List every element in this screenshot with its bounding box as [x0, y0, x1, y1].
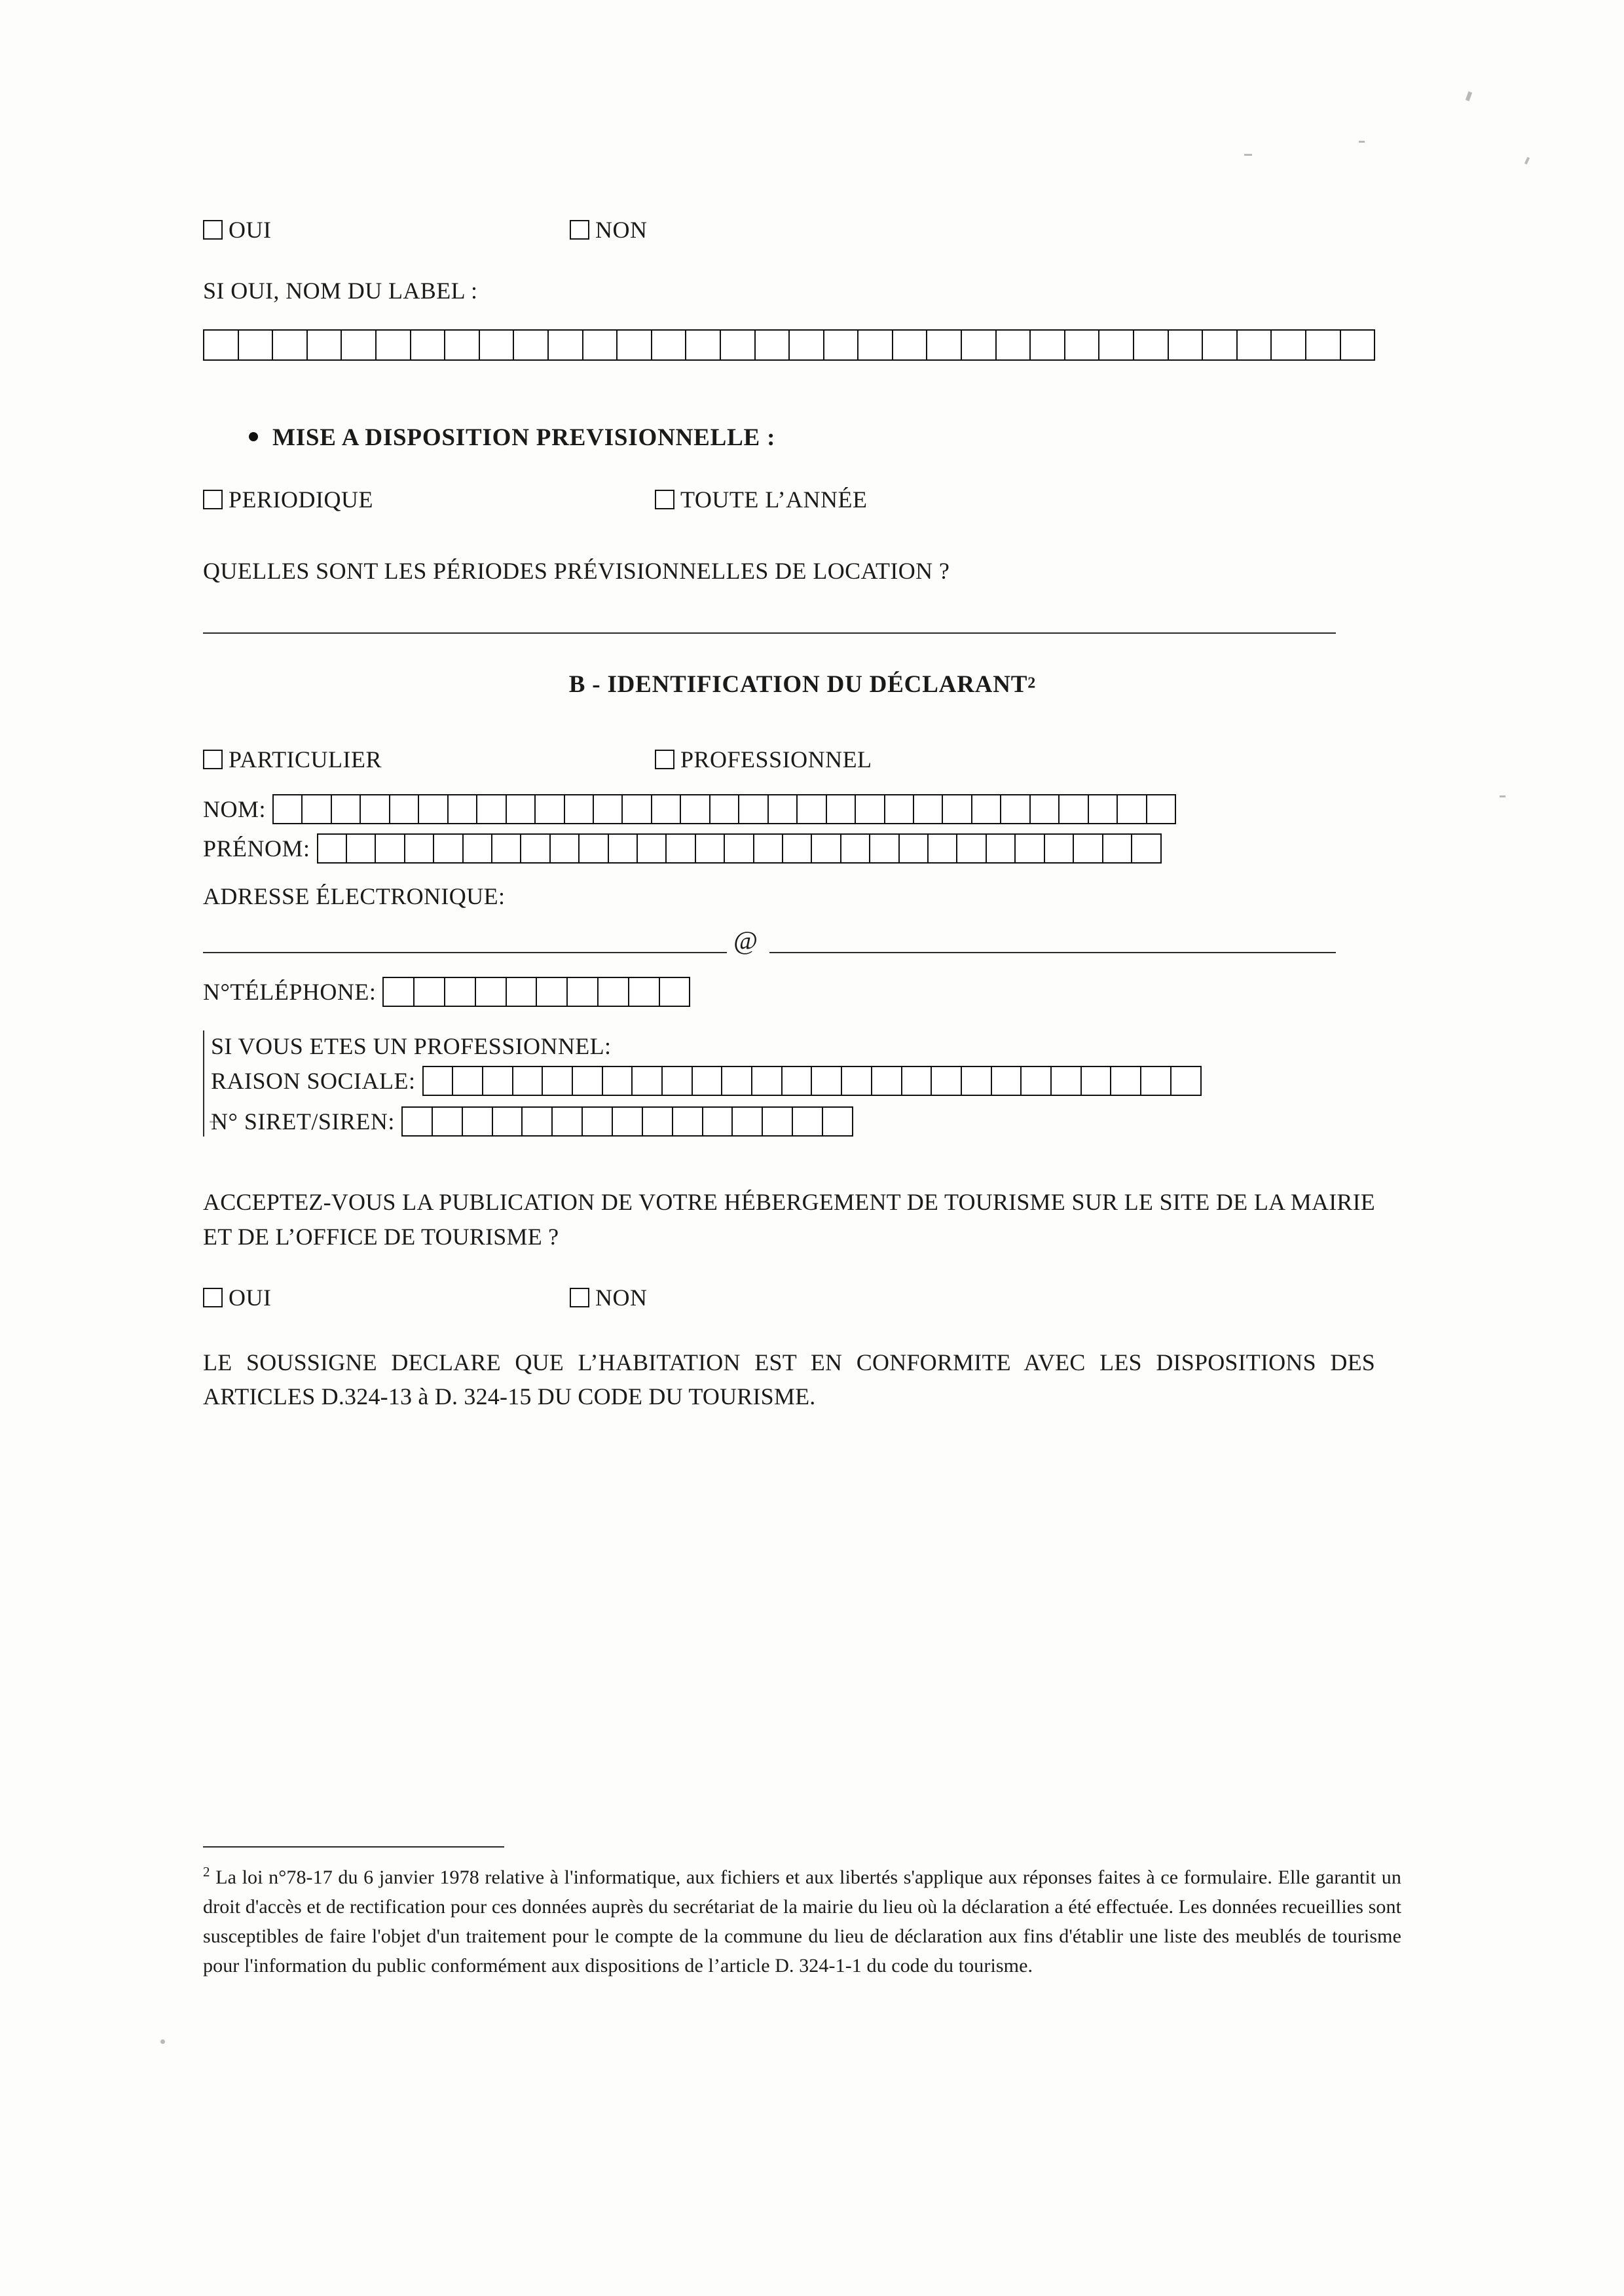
comb-cell[interactable] — [870, 835, 899, 862]
comb-cell[interactable] — [521, 835, 550, 862]
comb-cell[interactable] — [932, 1067, 962, 1095]
comb-cell[interactable] — [1141, 1067, 1172, 1095]
comb-cell[interactable] — [476, 978, 507, 1006]
field-prenom-label: PRÉNOM: — [203, 835, 310, 862]
comb-cell[interactable] — [696, 835, 725, 862]
comb-cell[interactable] — [536, 795, 564, 823]
declaration-text: LE SOUSSIGNE DECLARE QUE L’HABITATION EST EN CONFORMITE AVEC LES DISPOSITIONS DES ARTICLES D.324-13 à D. 324-15 DU CODE DU TOURISME. — [203, 1349, 1375, 1410]
comb-cell[interactable] — [893, 331, 928, 359]
comb-cell[interactable] — [1111, 1067, 1141, 1095]
comb-cell[interactable] — [693, 1067, 723, 1095]
comb-cell[interactable] — [553, 1108, 583, 1135]
label-name-prompt: SI OUI, NOM DU LABEL : — [203, 278, 478, 304]
comb-cell[interactable] — [1031, 795, 1060, 823]
comb-cell[interactable] — [464, 835, 492, 862]
declarant-type-row — [203, 746, 1401, 773]
comb-cell[interactable] — [681, 795, 710, 823]
comb-cell[interactable] — [1203, 331, 1238, 359]
comb-cell[interactable] — [1134, 331, 1169, 359]
comb-cell[interactable] — [1060, 795, 1088, 823]
field-raison-sociale-row — [211, 1066, 1401, 1096]
field-siret-row — [211, 1106, 1401, 1137]
comb-cell[interactable] — [957, 835, 986, 862]
scan-speck — [1500, 795, 1505, 797]
comb-cell[interactable] — [638, 835, 667, 862]
comb-cell[interactable] — [992, 1067, 1022, 1095]
comb-cell[interactable] — [1045, 835, 1074, 862]
comb-cell[interactable] — [972, 795, 1001, 823]
comb-cell[interactable] — [790, 331, 824, 359]
field-nom-label: NOM: — [203, 796, 267, 823]
comb-cell[interactable] — [377, 331, 411, 359]
label-option-non-text: NON — [595, 217, 648, 243]
comb-cell[interactable] — [403, 1108, 433, 1135]
comb-cell[interactable] — [603, 1067, 633, 1095]
professional-block — [203, 1030, 1401, 1137]
comb-cell[interactable] — [308, 331, 342, 359]
field-nom-comb[interactable] — [272, 794, 1176, 824]
comb-cell[interactable] — [419, 795, 448, 823]
comb-cell[interactable] — [433, 1108, 463, 1135]
comb-cell[interactable] — [273, 331, 308, 359]
comb-cell[interactable] — [514, 331, 549, 359]
comb-cell[interactable] — [483, 1067, 513, 1095]
comb-cell[interactable] — [239, 331, 274, 359]
comb-cell[interactable] — [568, 978, 599, 1006]
footnote-text: La loi n°78-17 du 6 janvier 1978 relative à l'informatique, aux fichiers et aux libertés s'applique aux réponses faites à ce formulaire. Elle garantit un droit d'accès et de rectification pour ces données auprès du secrétariat de la mairie du lieu où la déclaration a été effectuée. Les données recueillies sont susceptibles de faire l'objet d'un traitement pour le compte de la commune du lieu de déclaration aux fins d'établir une liste des meublés de tourisme pour l'information du public conformément aux dispositions de l’article D. 324-1-1 du code du tourisme. — [203, 1867, 1401, 1977]
checkbox-icon[interactable] — [203, 220, 223, 240]
comb-cell[interactable] — [583, 331, 618, 359]
checkbox-icon[interactable] — [570, 220, 589, 240]
publication-option-non-text: NON — [595, 1284, 648, 1311]
comb-cell[interactable] — [1031, 331, 1065, 359]
mise-a-disposition-heading-row — [249, 424, 1401, 452]
comb-cell[interactable] — [812, 1067, 842, 1095]
comb-cell[interactable] — [1103, 835, 1132, 862]
publication-question: ACCEPTEZ-VOUS LA PUBLICATION DE VOTRE HÉBERGEMENT DE TOURISME SUR LE SITE DE LA MAIRIE ET DE L’OFFICE DE TOURISME ? — [203, 1189, 1375, 1250]
comb-cell[interactable] — [856, 795, 885, 823]
checkbox-icon[interactable] — [203, 490, 223, 509]
comb-cell[interactable] — [783, 1067, 813, 1095]
comb-cell[interactable] — [756, 331, 790, 359]
comb-cell[interactable] — [492, 835, 521, 862]
comb-cell[interactable] — [663, 1067, 693, 1095]
comb-cell[interactable] — [523, 1108, 553, 1135]
field-raison-sociale-label: RAISON SOCIALE: — [211, 1068, 416, 1095]
periodes-question: QUELLES SONT LES PÉRIODES PRÉVISIONNELLES DE LOCATION ? — [203, 557, 950, 584]
professional-intro: SI VOUS ETES UN PROFESSIONNEL: — [211, 1032, 612, 1059]
comb-cell[interactable] — [943, 795, 972, 823]
comb-cell[interactable] — [1074, 835, 1103, 862]
comb-cell[interactable] — [580, 835, 608, 862]
comb-cell[interactable] — [551, 835, 580, 862]
comb-cell[interactable] — [1022, 1067, 1052, 1095]
comb-cell[interactable] — [583, 1108, 613, 1135]
field-telephone-label: N°TÉLÉPHONE: — [203, 978, 377, 1005]
comb-cell[interactable] — [1169, 331, 1204, 359]
option-periodique[interactable] — [203, 486, 655, 513]
comb-cell[interactable] — [480, 331, 515, 359]
publication-option-oui-text: OUI — [229, 1284, 272, 1311]
form-body — [203, 216, 1401, 1413]
comb-cell[interactable] — [752, 1067, 783, 1095]
comb-cell[interactable] — [303, 795, 331, 823]
field-siret-label: N° SIRET/SIREN: — [211, 1108, 395, 1135]
option-professionnel-text: PROFESSIONNEL — [680, 746, 872, 773]
comb-cell[interactable] — [613, 1108, 643, 1135]
mise-a-disposition-heading: MISE A DISPOSITION PREVISIONNELLE : — [272, 424, 776, 451]
comb-cell[interactable] — [599, 978, 629, 1006]
checkbox-icon[interactable] — [655, 750, 674, 769]
comb-cell[interactable] — [204, 331, 239, 359]
comb-cell[interactable] — [549, 331, 583, 359]
field-email-local-underline[interactable] — [203, 952, 727, 953]
comb-cell[interactable] — [721, 331, 756, 359]
footnote-divider — [203, 1846, 504, 1848]
comb-cell[interactable] — [763, 1108, 793, 1135]
publication-option-oui[interactable] — [203, 1284, 570, 1311]
comb-cell[interactable] — [1306, 331, 1341, 359]
comb-cell[interactable] — [885, 795, 914, 823]
comb-cell[interactable] — [390, 795, 419, 823]
comb-cell[interactable] — [342, 331, 377, 359]
comb-cell[interactable] — [667, 835, 695, 862]
comb-cell[interactable] — [643, 1108, 673, 1135]
comb-cell[interactable] — [274, 795, 303, 823]
comb-cell[interactable] — [537, 978, 568, 1006]
comb-cell[interactable] — [783, 835, 812, 862]
comb-cell[interactable] — [347, 835, 376, 862]
comb-cell[interactable] — [609, 835, 638, 862]
label-name-comb-field[interactable] — [203, 329, 1375, 361]
bullet-icon — [249, 432, 258, 441]
comb-cell[interactable] — [629, 978, 660, 1006]
comb-cell[interactable] — [1089, 795, 1118, 823]
comb-cell[interactable] — [842, 1067, 872, 1095]
label-option-oui-text: OUI — [229, 217, 272, 243]
footnote-text-row — [203, 1862, 1401, 1980]
comb-cell[interactable] — [722, 1067, 752, 1095]
comb-cell[interactable] — [872, 1067, 902, 1095]
publication-options-row — [203, 1284, 1401, 1311]
section-b-title-row — [203, 670, 1401, 699]
comb-cell[interactable] — [1172, 1067, 1200, 1095]
comb-cell[interactable] — [703, 1108, 733, 1135]
comb-cell[interactable] — [739, 795, 768, 823]
comb-cell[interactable] — [987, 835, 1016, 862]
field-email-domain-underline[interactable] — [769, 952, 1336, 953]
comb-cell[interactable] — [841, 835, 870, 862]
comb-cell[interactable] — [594, 795, 623, 823]
comb-cell[interactable] — [900, 835, 929, 862]
field-prenom-comb[interactable] — [317, 833, 1162, 864]
comb-cell[interactable] — [449, 795, 477, 823]
comb-cell[interactable] — [725, 835, 754, 862]
comb-cell[interactable] — [793, 1108, 823, 1135]
comb-cell[interactable] — [1099, 331, 1134, 359]
comb-cell[interactable] — [1147, 795, 1175, 823]
comb-cell[interactable] — [827, 795, 856, 823]
comb-cell[interactable] — [573, 1067, 603, 1095]
comb-cell[interactable] — [733, 1108, 763, 1135]
field-nom-row — [203, 794, 1401, 824]
comb-cell[interactable] — [1001, 795, 1030, 823]
comb-cell[interactable] — [384, 978, 415, 1006]
comb-cell[interactable] — [405, 835, 434, 862]
section-divider — [203, 632, 1336, 634]
comb-cell[interactable] — [652, 795, 681, 823]
section-b-title-footnote-marker: 2 — [1027, 674, 1036, 692]
scan-speck — [1244, 154, 1252, 156]
comb-cell[interactable] — [1065, 331, 1100, 359]
label-option-oui[interactable] — [203, 216, 570, 244]
checkbox-icon[interactable] — [203, 1288, 223, 1307]
scan-speck — [1524, 157, 1530, 165]
field-telephone-row — [203, 977, 1401, 1007]
comb-cell[interactable] — [1272, 331, 1306, 359]
comb-cell[interactable] — [673, 1108, 703, 1135]
field-telephone-comb[interactable] — [382, 977, 690, 1007]
comb-cell[interactable] — [618, 331, 652, 359]
option-professionnel[interactable] — [655, 746, 872, 773]
comb-cell[interactable] — [1118, 795, 1147, 823]
comb-cell[interactable] — [434, 835, 463, 862]
comb-cell[interactable] — [929, 835, 957, 862]
field-siret-comb[interactable] — [401, 1106, 853, 1137]
comb-cell[interactable] — [858, 331, 893, 359]
comb-cell[interactable] — [507, 795, 536, 823]
comb-cell[interactable] — [565, 795, 594, 823]
comb-cell[interactable] — [453, 1067, 483, 1095]
comb-cell[interactable] — [623, 795, 652, 823]
footnote-block — [203, 1846, 1401, 1980]
option-particulier-text: PARTICULIER — [229, 746, 382, 773]
comb-cell[interactable] — [754, 835, 783, 862]
comb-cell[interactable] — [660, 978, 690, 1006]
field-raison-sociale-comb[interactable] — [422, 1066, 1202, 1096]
option-particulier[interactable] — [203, 746, 655, 773]
scan-speck — [160, 2039, 165, 2044]
field-email-label: ADRESSE ÉLECTRONIQUE: — [203, 883, 506, 910]
comb-cell[interactable] — [962, 331, 997, 359]
comb-cell[interactable] — [318, 835, 347, 862]
comb-cell[interactable] — [513, 1067, 544, 1095]
comb-cell[interactable] — [361, 795, 390, 823]
comb-cell[interactable] — [543, 1067, 573, 1095]
option-toute-lannee[interactable] — [655, 486, 867, 513]
comb-cell[interactable] — [997, 331, 1031, 359]
comb-cell[interactable] — [463, 1108, 493, 1135]
comb-cell[interactable] — [824, 331, 859, 359]
comb-cell[interactable] — [424, 1067, 454, 1095]
section-b-title: B - IDENTIFICATION DU DÉCLARANT — [568, 671, 1028, 699]
publication-option-non[interactable] — [570, 1284, 648, 1311]
comb-cell[interactable] — [1016, 835, 1044, 862]
label-option-non[interactable] — [570, 216, 648, 244]
comb-cell[interactable] — [812, 835, 841, 862]
email-at-icon: @ — [733, 925, 758, 955]
comb-cell[interactable] — [411, 331, 446, 359]
comb-cell[interactable] — [1238, 331, 1272, 359]
field-email-row[interactable] — [203, 922, 1336, 961]
checkbox-icon[interactable] — [570, 1288, 589, 1307]
option-toute-lannee-text: TOUTE L’ANNÉE — [680, 486, 868, 513]
comb-cell[interactable] — [927, 331, 962, 359]
mise-a-disposition-options-row — [203, 486, 1401, 513]
comb-cell[interactable] — [445, 331, 480, 359]
checkbox-icon[interactable] — [203, 750, 223, 769]
comb-cell[interactable] — [686, 331, 721, 359]
checkbox-icon[interactable] — [655, 490, 674, 509]
comb-cell[interactable] — [914, 795, 943, 823]
comb-cell[interactable] — [445, 978, 476, 1006]
comb-cell[interactable] — [798, 795, 826, 823]
comb-cell[interactable] — [376, 835, 405, 862]
comb-cell[interactable] — [477, 795, 506, 823]
comb-cell[interactable] — [1052, 1067, 1082, 1095]
comb-cell[interactable] — [823, 1108, 852, 1135]
comb-cell[interactable] — [710, 795, 739, 823]
option-periodique-text: PERIODIQUE — [229, 486, 373, 513]
comb-cell[interactable] — [1082, 1067, 1112, 1095]
scan-speck — [1359, 141, 1365, 143]
comb-cell[interactable] — [1341, 331, 1375, 359]
comb-cell[interactable] — [962, 1067, 992, 1095]
comb-cell[interactable] — [769, 795, 798, 823]
comb-cell[interactable] — [415, 978, 445, 1006]
comb-cell[interactable] — [633, 1067, 663, 1095]
comb-cell[interactable] — [332, 795, 361, 823]
comb-cell[interactable] — [1132, 835, 1160, 862]
comb-cell[interactable] — [493, 1108, 523, 1135]
comb-cell[interactable] — [507, 978, 538, 1006]
comb-cell[interactable] — [652, 331, 687, 359]
scan-speck — [1466, 91, 1472, 101]
footnote-marker: 2 — [203, 1864, 210, 1880]
field-prenom-row — [203, 833, 1401, 864]
comb-cell[interactable] — [902, 1067, 932, 1095]
label-yes-no-row — [203, 216, 1401, 244]
